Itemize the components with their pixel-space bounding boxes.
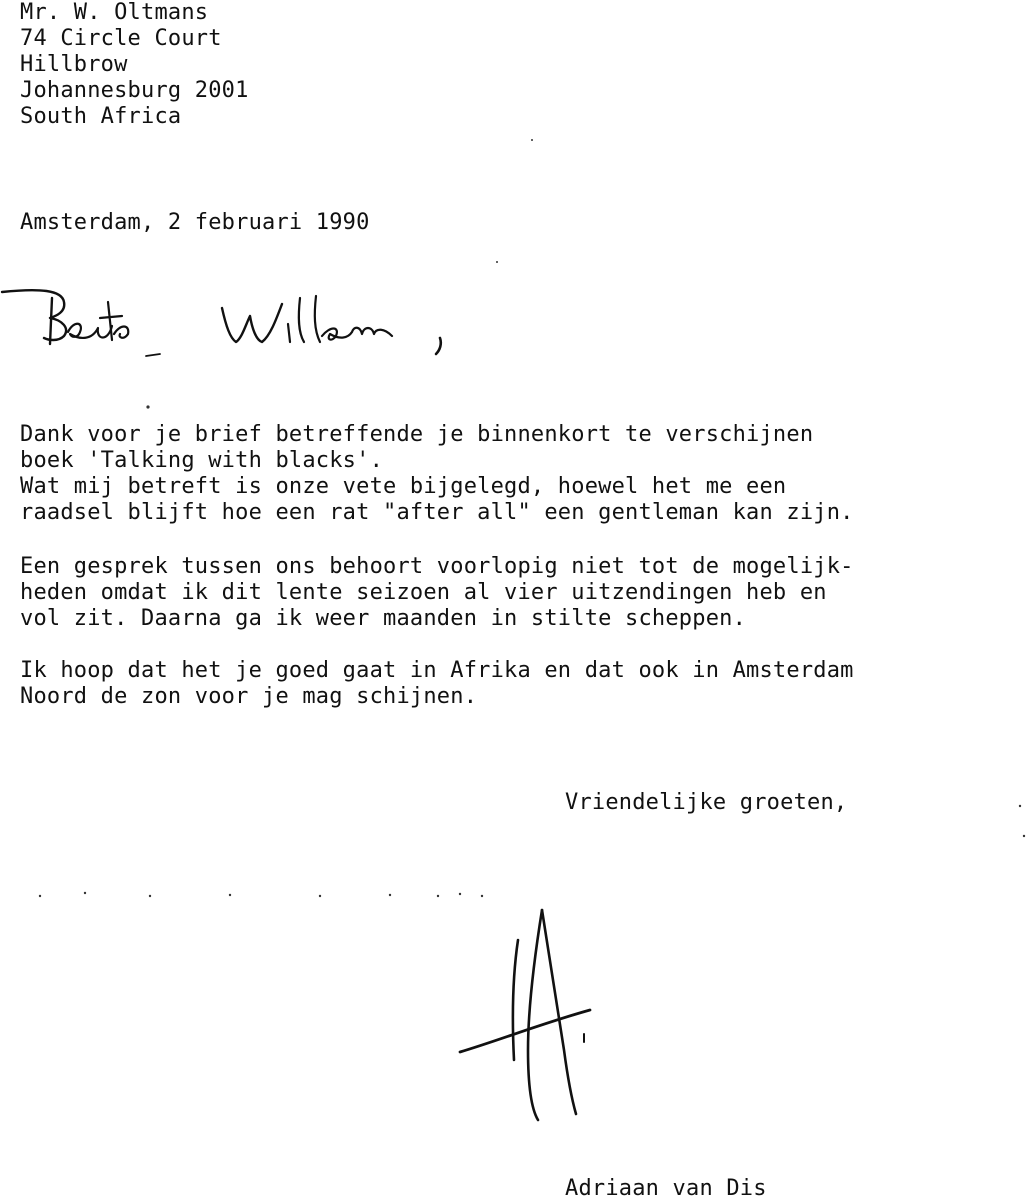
address-line: Hillbrow bbox=[20, 52, 128, 77]
address-line: Johannesburg 2001 bbox=[20, 78, 249, 103]
body-line: raadsel blijft hoe een rat "after all" een gentleman kan zijn. bbox=[20, 500, 854, 525]
closing: Vriendelijke groeten, bbox=[565, 790, 848, 815]
body-line: Noord de zon voor je mag schijnen. bbox=[20, 684, 478, 709]
address-line: South Africa bbox=[20, 104, 182, 129]
body-line: Dank voor je brief betreffende je binnenkort te verschijnen bbox=[20, 422, 814, 447]
body-line: Wat mij betreft is onze vete bijgelegd, hoewel het me een bbox=[20, 474, 787, 499]
body-line: Een gesprek tussen ons behoort voorlopig niet tot de mogelijk- bbox=[20, 554, 854, 579]
body-line: heden omdat ik dit lente seizoen al vier uitzendingen heb en bbox=[20, 580, 827, 605]
address-line: 74 Circle Court bbox=[20, 26, 222, 51]
body-line: vol zit. Daarna ga ik weer maanden in stilte scheppen. bbox=[20, 606, 747, 631]
address-line: Mr. W. Oltmans bbox=[20, 0, 209, 25]
signature-name: Adriaan van Dis bbox=[565, 1176, 767, 1201]
date-line: Amsterdam, 2 februari 1990 bbox=[20, 210, 370, 235]
body-line: boek 'Talking with blacks'. bbox=[20, 448, 384, 473]
body-line: Ik hoop dat het je goed gaat in Afrika en dat ook in Amsterdam bbox=[20, 658, 854, 683]
